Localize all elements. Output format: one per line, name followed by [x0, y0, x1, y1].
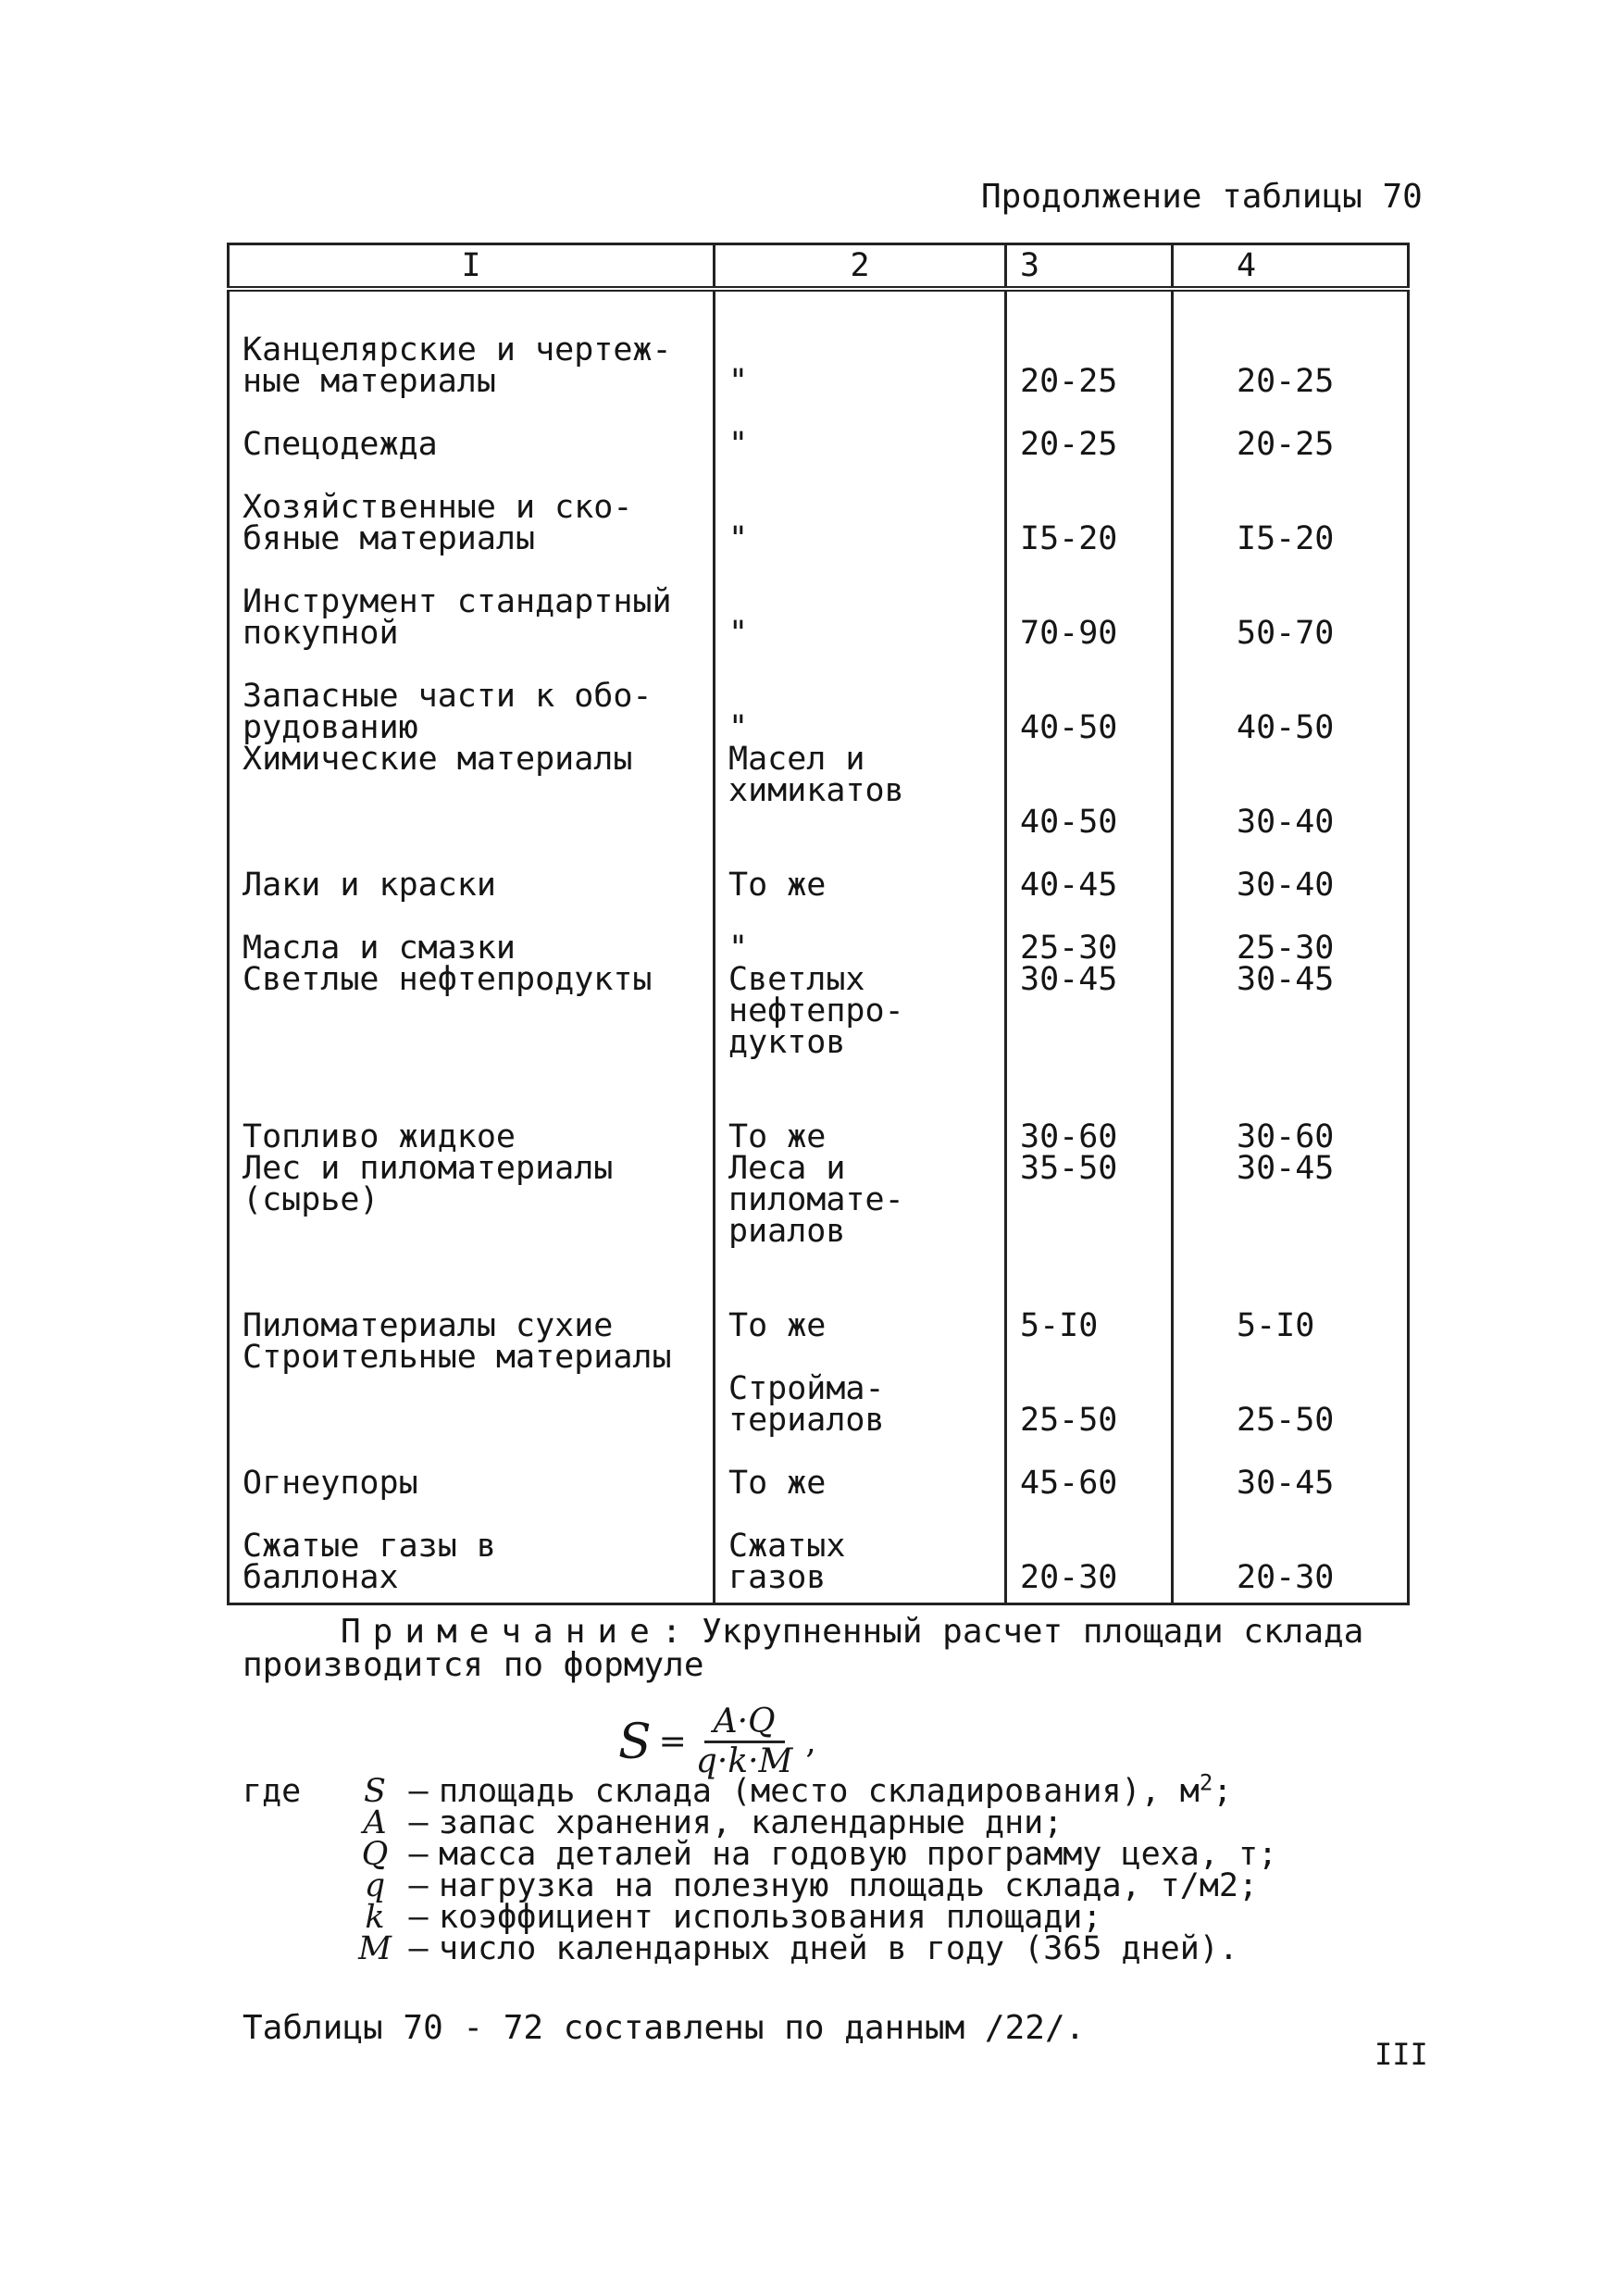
cell-col4: 20-25: [1173, 289, 1409, 397]
cell-category: ": [715, 901, 1006, 964]
legend-dash: –: [408, 1899, 429, 1936]
legend-item: [243, 1899, 1277, 1936]
cell-category: То же: [715, 1090, 1006, 1153]
cell-category: Масел и химикатов: [715, 743, 1006, 838]
cell-material: Запасные части к обо- рудованию: [229, 649, 715, 743]
legend-symbol: A: [363, 1804, 387, 1841]
cell-col4: I5-20: [1173, 460, 1409, 555]
storage-table: [227, 243, 1410, 1605]
legend-text: площадь склада (место складирования), $м^2$;: [439, 1769, 1233, 1810]
header-col-1: I: [229, 244, 715, 290]
cell-col3: 25-30: [1006, 901, 1173, 964]
cell-col3: 20-25: [1006, 397, 1173, 460]
table-row: [229, 743, 1409, 838]
cell-col4: 25-30: [1173, 901, 1409, 964]
table-row: [229, 1499, 1409, 1604]
note-lead: Примечание: [341, 1613, 662, 1651]
cell-material: Огнеупоры: [229, 1436, 715, 1499]
table-header-row: [229, 244, 1409, 290]
cell-category: Светлых нефтепро- дуктов: [715, 964, 1006, 1090]
formula-numerator: A·Q: [704, 1703, 785, 1743]
table-row: [229, 397, 1409, 460]
legend-dash: –: [408, 1836, 429, 1873]
table-row: [229, 838, 1409, 901]
cell-col3: 5-I0: [1006, 1279, 1173, 1341]
cell-col4: 25-50: [1173, 1341, 1409, 1436]
legend-item: [243, 1804, 1277, 1841]
cell-col4: 40-50: [1173, 649, 1409, 743]
formula-fraction: [696, 1703, 793, 1780]
cell-material: Топливо жидкое: [229, 1090, 715, 1153]
legend-item: [243, 1836, 1278, 1873]
cell-col3: 20-30: [1006, 1499, 1173, 1604]
cell-category: ": [715, 289, 1006, 397]
header-col-3: 3: [1006, 244, 1173, 290]
cell-material: Хозяйственные и ско- бяные материалы: [229, 460, 715, 555]
legend-item: [243, 1769, 1277, 1810]
formula-comma: ,: [805, 1723, 816, 1761]
legend-dash: –: [408, 1930, 429, 1967]
table-row: [229, 1341, 1409, 1436]
cell-col4: 30-45: [1173, 1436, 1409, 1499]
cell-col4: 5-I0: [1173, 1279, 1409, 1341]
cell-col3: 70-90: [1006, 555, 1173, 649]
cell-col3: 25-50: [1006, 1341, 1173, 1436]
legend-text: нагрузка на полезную площадь склада, т/м2;: [439, 1867, 1259, 1904]
page-number: III: [1374, 2037, 1428, 2072]
cell-category: То же: [715, 838, 1006, 901]
cell-col3: 20-25: [1006, 289, 1173, 397]
cell-col4: 50-70: [1173, 555, 1409, 649]
table-row: [229, 555, 1409, 649]
legend-text: масса деталей на годовую программу цеха, т;: [439, 1836, 1278, 1873]
cell-col4: 30-40: [1173, 838, 1409, 901]
cell-col3: 35-50: [1006, 1153, 1173, 1279]
table-row: [229, 649, 1409, 743]
cell-category: ": [715, 397, 1006, 460]
formula-eq: =: [658, 1723, 687, 1761]
cell-col3: 40-45: [1006, 838, 1173, 901]
cell-category: Стройма- териалов: [715, 1341, 1006, 1436]
cell-material: Спецодежда: [229, 397, 715, 460]
table-row: [229, 1436, 1409, 1499]
note-text-2: производится по формуле: [243, 1646, 704, 1684]
formula-denominator: q·k·M: [695, 1742, 793, 1780]
cell-category: ": [715, 460, 1006, 555]
cell-col4: 30-45: [1173, 964, 1409, 1090]
cell-category: Сжатых газов: [715, 1499, 1006, 1604]
cell-col4: 20-25: [1173, 397, 1409, 460]
cell-material: Светлые нефтепродукты: [229, 964, 715, 1090]
cell-category: То же: [715, 1279, 1006, 1341]
cell-col4: 30-40: [1173, 743, 1409, 838]
legend-item: [243, 1930, 1277, 1967]
legend-symbol: k: [365, 1899, 385, 1936]
table-row: [229, 1153, 1409, 1279]
cell-category: ": [715, 649, 1006, 743]
legend-text: запас хранения, календарные дни;: [439, 1804, 1063, 1841]
cell-col4: 30-45: [1173, 1153, 1409, 1279]
note-text: : Укрупненный расчет площади склада: [661, 1613, 1364, 1651]
legend-symbol: q: [364, 1867, 386, 1904]
cell-material: Масла и смазки: [229, 901, 715, 964]
cell-category: То же: [715, 1436, 1006, 1499]
legend-symbol: Q: [361, 1836, 389, 1873]
legend-symbol: M: [358, 1930, 392, 1967]
cell-material: Лес и пиломатериалы (сырье): [229, 1153, 715, 1279]
source-note: Таблицы 70 - 72 составлены по данным /22/.: [243, 2009, 1086, 2047]
header-col-2: 2: [715, 244, 1006, 290]
table-caption: Продолжение таблицы 70: [981, 178, 1423, 216]
cell-col3: I5-20: [1006, 460, 1173, 555]
cell-category: ": [715, 555, 1006, 649]
legend-item: [243, 1867, 1277, 1904]
table-row: [229, 964, 1409, 1090]
formula-legend: [243, 1769, 1278, 1967]
legend-dash: –: [408, 1867, 429, 1904]
cell-col3: 45-60: [1006, 1436, 1173, 1499]
legend-symbol: S: [364, 1773, 386, 1810]
cell-col3: 40-50: [1006, 649, 1173, 743]
cell-col4: 30-60: [1173, 1090, 1409, 1153]
cell-col4: 20-30: [1173, 1499, 1409, 1604]
cell-material: Канцелярские и чертеж- ные материалы: [229, 289, 715, 397]
cell-material: Инструмент стандартный покупной: [229, 555, 715, 649]
header-col-4: 4: [1173, 244, 1409, 290]
table-row: [229, 289, 1409, 397]
cell-material: Химические материалы: [229, 743, 715, 838]
cell-material: Лаки и краски: [229, 838, 715, 901]
cell-material: Сжатые газы в баллонах: [229, 1499, 715, 1604]
legend-dash: –: [408, 1804, 429, 1841]
cell-col3: 30-60: [1006, 1090, 1173, 1153]
cell-material: Строительные материалы: [229, 1341, 715, 1436]
cell-col3: 30-45: [1006, 964, 1173, 1090]
cell-material: Пиломатериалы сухие: [229, 1279, 715, 1341]
table-row: [229, 1279, 1409, 1341]
note-paragraph: [243, 1613, 1364, 1684]
area-formula: [618, 1703, 816, 1780]
legend-text: число календарных дней в году (365 дней).: [439, 1930, 1238, 1967]
legend-text: коэффициент использования площади;: [439, 1899, 1102, 1936]
table-row: [229, 901, 1409, 964]
table-row: [229, 460, 1409, 555]
cell-col3: 40-50: [1006, 743, 1173, 838]
formula-lhs: S: [618, 1714, 652, 1770]
legend-dash: –: [408, 1773, 429, 1810]
cell-category: Леса и пиломате- риалов: [715, 1153, 1006, 1279]
legend-where: где: [243, 1773, 302, 1810]
table-row: [229, 1090, 1409, 1153]
